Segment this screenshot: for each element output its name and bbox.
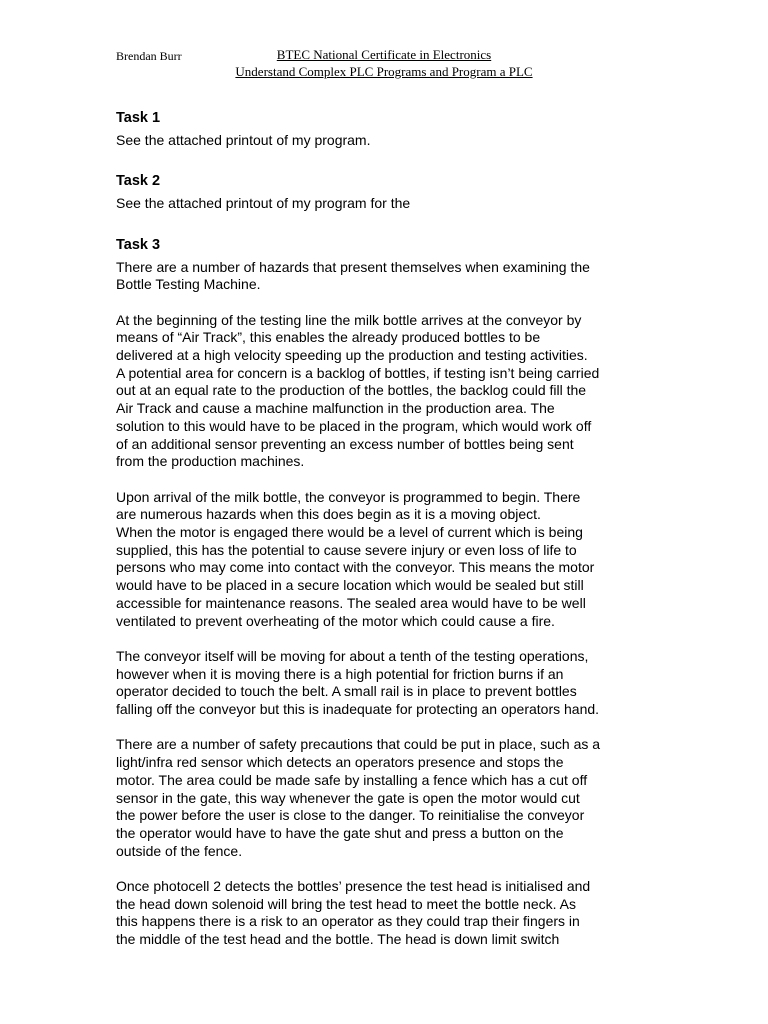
text-line: Bottle Testing Machine.	[116, 276, 261, 293]
task-3-section	[116, 237, 676, 949]
course-title: BTEC National Certificate in Electronics	[276, 47, 492, 62]
paragraph	[116, 736, 676, 860]
paragraph	[116, 312, 676, 471]
text-line: falling off the conveyor but this is inadequate for protecting an operators hand.	[116, 701, 600, 718]
task-1-text: See the attached printout of my program.	[116, 131, 371, 148]
text-line: persons who may come into contact with the conveyor. This means the motor	[116, 559, 595, 576]
text-line: When the motor is engaged there would be a level of current which is being	[116, 524, 583, 541]
text-line: the head down solenoid will bring the test head to meet the bottle neck. As	[116, 895, 576, 912]
text-line: Upon arrival of the milk bottle, the conveyor is programmed to begin. There	[116, 488, 581, 505]
text-line: ventilated to prevent overheating of the motor which could cause a fire.	[116, 612, 555, 629]
text-line: outside of the fence.	[116, 842, 243, 859]
author-name: Brendan Burr	[116, 49, 182, 63]
task-3-content	[116, 259, 676, 949]
paragraph	[116, 648, 676, 719]
paragraph	[116, 489, 676, 631]
unit-title: Understand Complex PLC Programs and Program a PLC	[235, 64, 533, 79]
text-line: There are a number of safety precautions that could be put in place, such as a	[116, 736, 601, 753]
task-1-section	[116, 110, 676, 149]
text-line: At the beginning of the testing line the milk bottle arrives at the conveyor by	[116, 311, 582, 328]
text-line: motor. The area could be made safe by installing a fence which has a cut off	[116, 771, 588, 788]
text-line: of an additional sensor preventing an excess number of bottles being sent	[116, 435, 574, 452]
text-line: would have to be placed in a secure location which would be sealed but still	[116, 577, 584, 594]
text-line: accessible for maintenance reasons. The sealed area would have to be well	[116, 594, 586, 611]
task-2-heading: Task 2	[116, 173, 161, 190]
text-line: light/infra red sensor which detects an operators presence and stops the	[116, 754, 564, 771]
text-line: The conveyor itself will be moving for about a tenth of the testing operations,	[116, 647, 589, 664]
text-line: from the production machines.	[116, 453, 305, 470]
task-2-section	[116, 173, 676, 212]
text-line: the power before the user is close to the danger. To reinitialise the conveyor	[116, 807, 585, 824]
text-line: are numerous hazards when this does begin as it is a moving object.	[116, 506, 541, 523]
text-line: sensor in the gate, this way whenever the gate is open the motor would cut	[116, 789, 580, 806]
task-1-heading: Task 1	[116, 110, 161, 126]
text-line: means of “Air Track”, this enables the already produced bottles to be	[116, 329, 541, 346]
text-line: There are a number of hazards that present themselves when examining the	[116, 258, 590, 275]
text-line: however when it is moving there is a high potential for friction burns if an	[116, 665, 564, 682]
text-line: out at an equal rate to the production of the bottles, the backlog could fill the	[116, 382, 587, 399]
paragraph	[116, 878, 676, 949]
text-line: Air Track and cause a machine malfunction in the production area. The	[116, 400, 555, 417]
paragraph	[116, 259, 676, 294]
task-2-text: See the attached printout of my program for the	[116, 195, 411, 212]
text-line: this happens there is a risk to an operator as they could trap their fingers in	[116, 913, 580, 930]
text-line: solution to this would have to be placed in the program, which would work off	[116, 417, 592, 434]
text-line: A potential area for concern is a backlog of bottles, if testing isn’t being carried	[116, 364, 600, 381]
text-line: the middle of the test head and the bottle. The head is down limit switch	[116, 931, 560, 948]
text-line: delivered at a high velocity speeding up the production and testing activities.	[116, 347, 588, 364]
text-line: operator decided to touch the belt. A small rail is in place to prevent bottles	[116, 683, 577, 700]
text-line: the operator would have to have the gate shut and press a button on the	[116, 824, 564, 841]
text-line: Once photocell 2 detects the bottles’ presence the test head is initialised and	[116, 878, 591, 895]
task-3-heading: Task 3	[116, 236, 161, 253]
text-line: supplied, this has the potential to cause severe injury or even loss of life to	[116, 541, 577, 558]
document-body	[116, 110, 676, 973]
